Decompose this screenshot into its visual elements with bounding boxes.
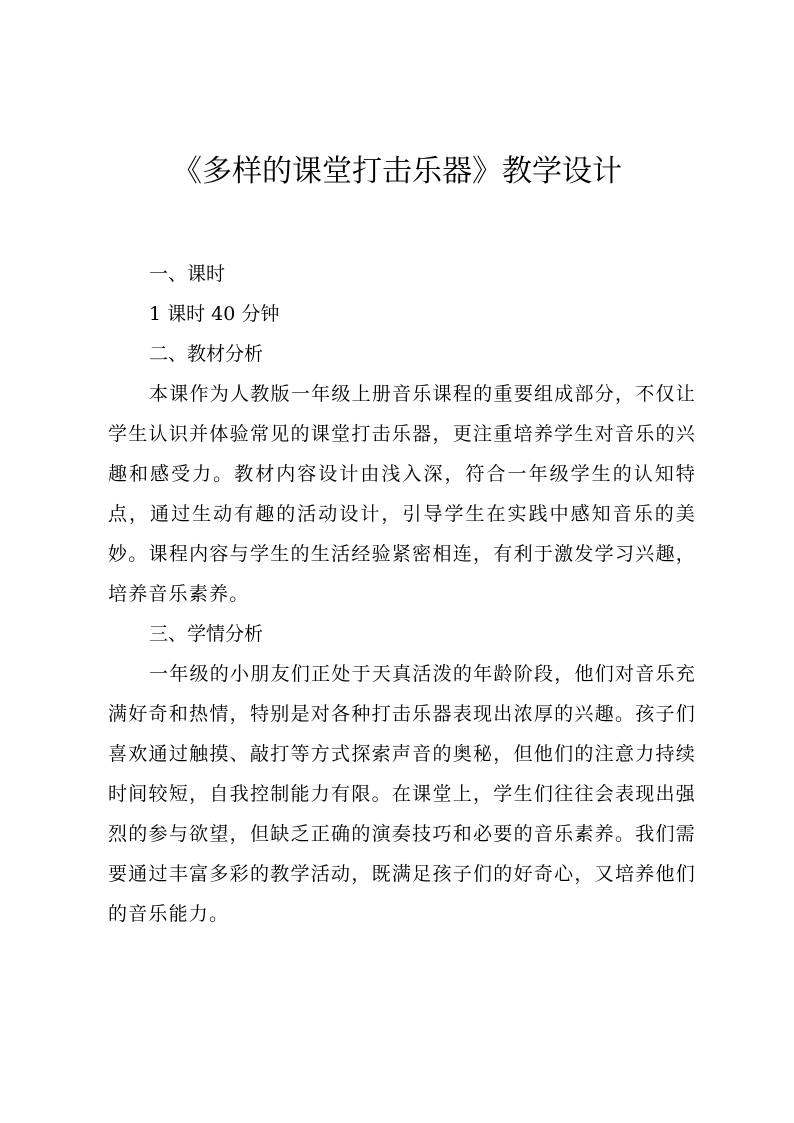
section-heading-student-analysis: 三、学情分析 <box>149 623 264 645</box>
section-heading-textbook-analysis: 二、教材分析 <box>149 343 264 365</box>
textbook-analysis-paragraph: 本课作为人教版一年级上册音乐课程的重要组成部分，不仅让学生认识并体验常见的课堂打击乐器，更注重培养学生对音乐的兴趣和感受力。教材内容设计由浅入深，符合一年级学生的认知特点，通过生动有趣的活动设计，引导学生在实践中感知音乐的美妙。课程内容与学生的生活经验紧密相连，有利于激发学习兴趣，培养音乐素养。 <box>108 383 696 605</box>
document-title: 《多样的课堂打击乐器》教学设计 <box>172 154 622 189</box>
student-analysis-paragraph: 一年级的小朋友们正处于天真活泼的年龄阶段，他们对音乐充满好奇和热情，特别是对各种打击乐器表现出浓厚的兴趣。孩子们喜欢通过触摸、敲打等方式探索声音的奥秘，但他们的注意力持续时间较短，自我控制能力有限。在课堂上，学生们往往会表现出强烈的参与欲望，但缺乏正确的演奏技巧和必要的音乐素养。我们需要通过丰富多彩的教学活动，既满足孩子们的好奇心，又培养他们的音乐能力。 <box>108 663 696 925</box>
section-heading-class-hours: 一、课时 <box>149 263 226 285</box>
class-hours-text: 1 课时 40 分钟 <box>149 303 280 325</box>
document-body <box>108 254 696 934</box>
